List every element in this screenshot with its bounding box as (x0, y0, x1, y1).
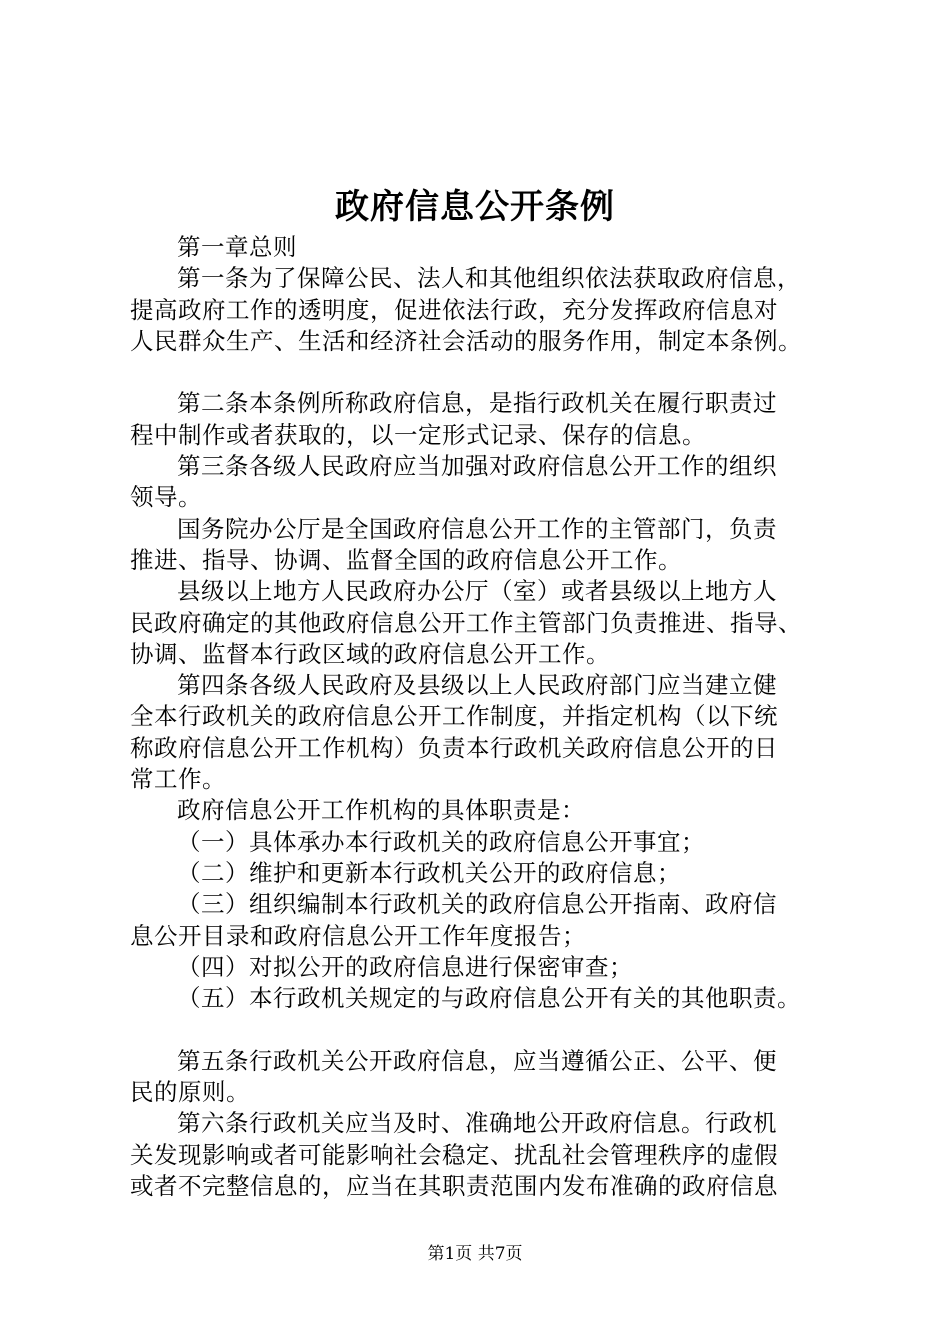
blank-line (130, 357, 840, 388)
text-line: （四）对拟公开的政府信息进行保密审查； (177, 952, 633, 981)
text-line: 第一条为了保障公民、法人和其他组织依法获取政府信息， (177, 264, 801, 293)
text-line: （一）具体承办本行政机关的政府信息公开事宜； (177, 827, 705, 856)
text-line: 第四条各级人民政府及县级以上人民政府部门应当建立健 (177, 671, 777, 700)
text-line: 第二条本条例所称政府信息，是指行政机关在履行职责过 (177, 389, 777, 418)
text-line: 人民群众生产、生活和经济社会活动的服务作用，制定本条例。 (130, 326, 802, 355)
text-line: 常工作。 (130, 765, 226, 794)
text-line: 程中制作或者获取的，以一定形式记录、保存的信息。 (130, 420, 706, 449)
text-line: （二）维护和更新本行政机关公开的政府信息； (177, 858, 681, 887)
text-line: 称政府信息公开工作机构）负责本行政机关政府信息公开的日 (130, 733, 778, 762)
text-line: 息公开目录和政府信息公开工作年度报告； (130, 921, 586, 950)
text-line: 或者不完整信息的，应当在其职责范围内发布准确的政府信息 (130, 1171, 778, 1200)
text-line: 第三条各级人民政府应当加强对政府信息公开工作的组织 (177, 452, 777, 481)
text-line: 第五条行政机关公开政府信息，应当遵循公正、公平、便 (177, 1046, 777, 1075)
text-line: 提高政府工作的透明度，促进依法行政，充分发挥政府信息对 (130, 295, 778, 324)
text-line: 协调、监督本行政区域的政府信息公开工作。 (130, 639, 610, 668)
text-line: （三）组织编制本行政机关的政府信息公开指南、政府信 (177, 890, 777, 919)
text-line: 国务院办公厅是全国政府信息公开工作的主管部门，负责 (177, 514, 777, 543)
text-line: 关发现影响或者可能影响社会稳定、扰乱社会管理秩序的虚假 (130, 1140, 778, 1169)
text-line: 政府信息公开工作机构的具体职责是： (177, 796, 585, 825)
text-line: 县级以上地方人民政府办公厅（室）或者县级以上地方人 (177, 577, 777, 606)
text-line: 推进、指导、协调、监督全国的政府信息公开工作。 (130, 545, 682, 574)
document-body (130, 232, 840, 1202)
text-line: 领导。 (130, 483, 202, 512)
text-line: 民的原则。 (130, 1078, 250, 1107)
text-line: 民政府确定的其他政府信息公开工作主管部门负责推进、指导、 (130, 608, 802, 637)
text-line: 全本行政机关的政府信息公开工作制度，并指定机构（以下统 (130, 702, 778, 731)
blank-line (130, 1014, 840, 1045)
text-line: 第六条行政机关应当及时、准确地公开政府信息。行政机 (177, 1109, 777, 1138)
document-title: 政府信息公开条例 (335, 187, 615, 227)
text-line: （五）本行政机关规定的与政府信息公开有关的其他职责。 (177, 984, 801, 1013)
page-footer: 第1页 共7页 (427, 1244, 523, 1264)
text-line: 第一章总则 (177, 233, 297, 261)
